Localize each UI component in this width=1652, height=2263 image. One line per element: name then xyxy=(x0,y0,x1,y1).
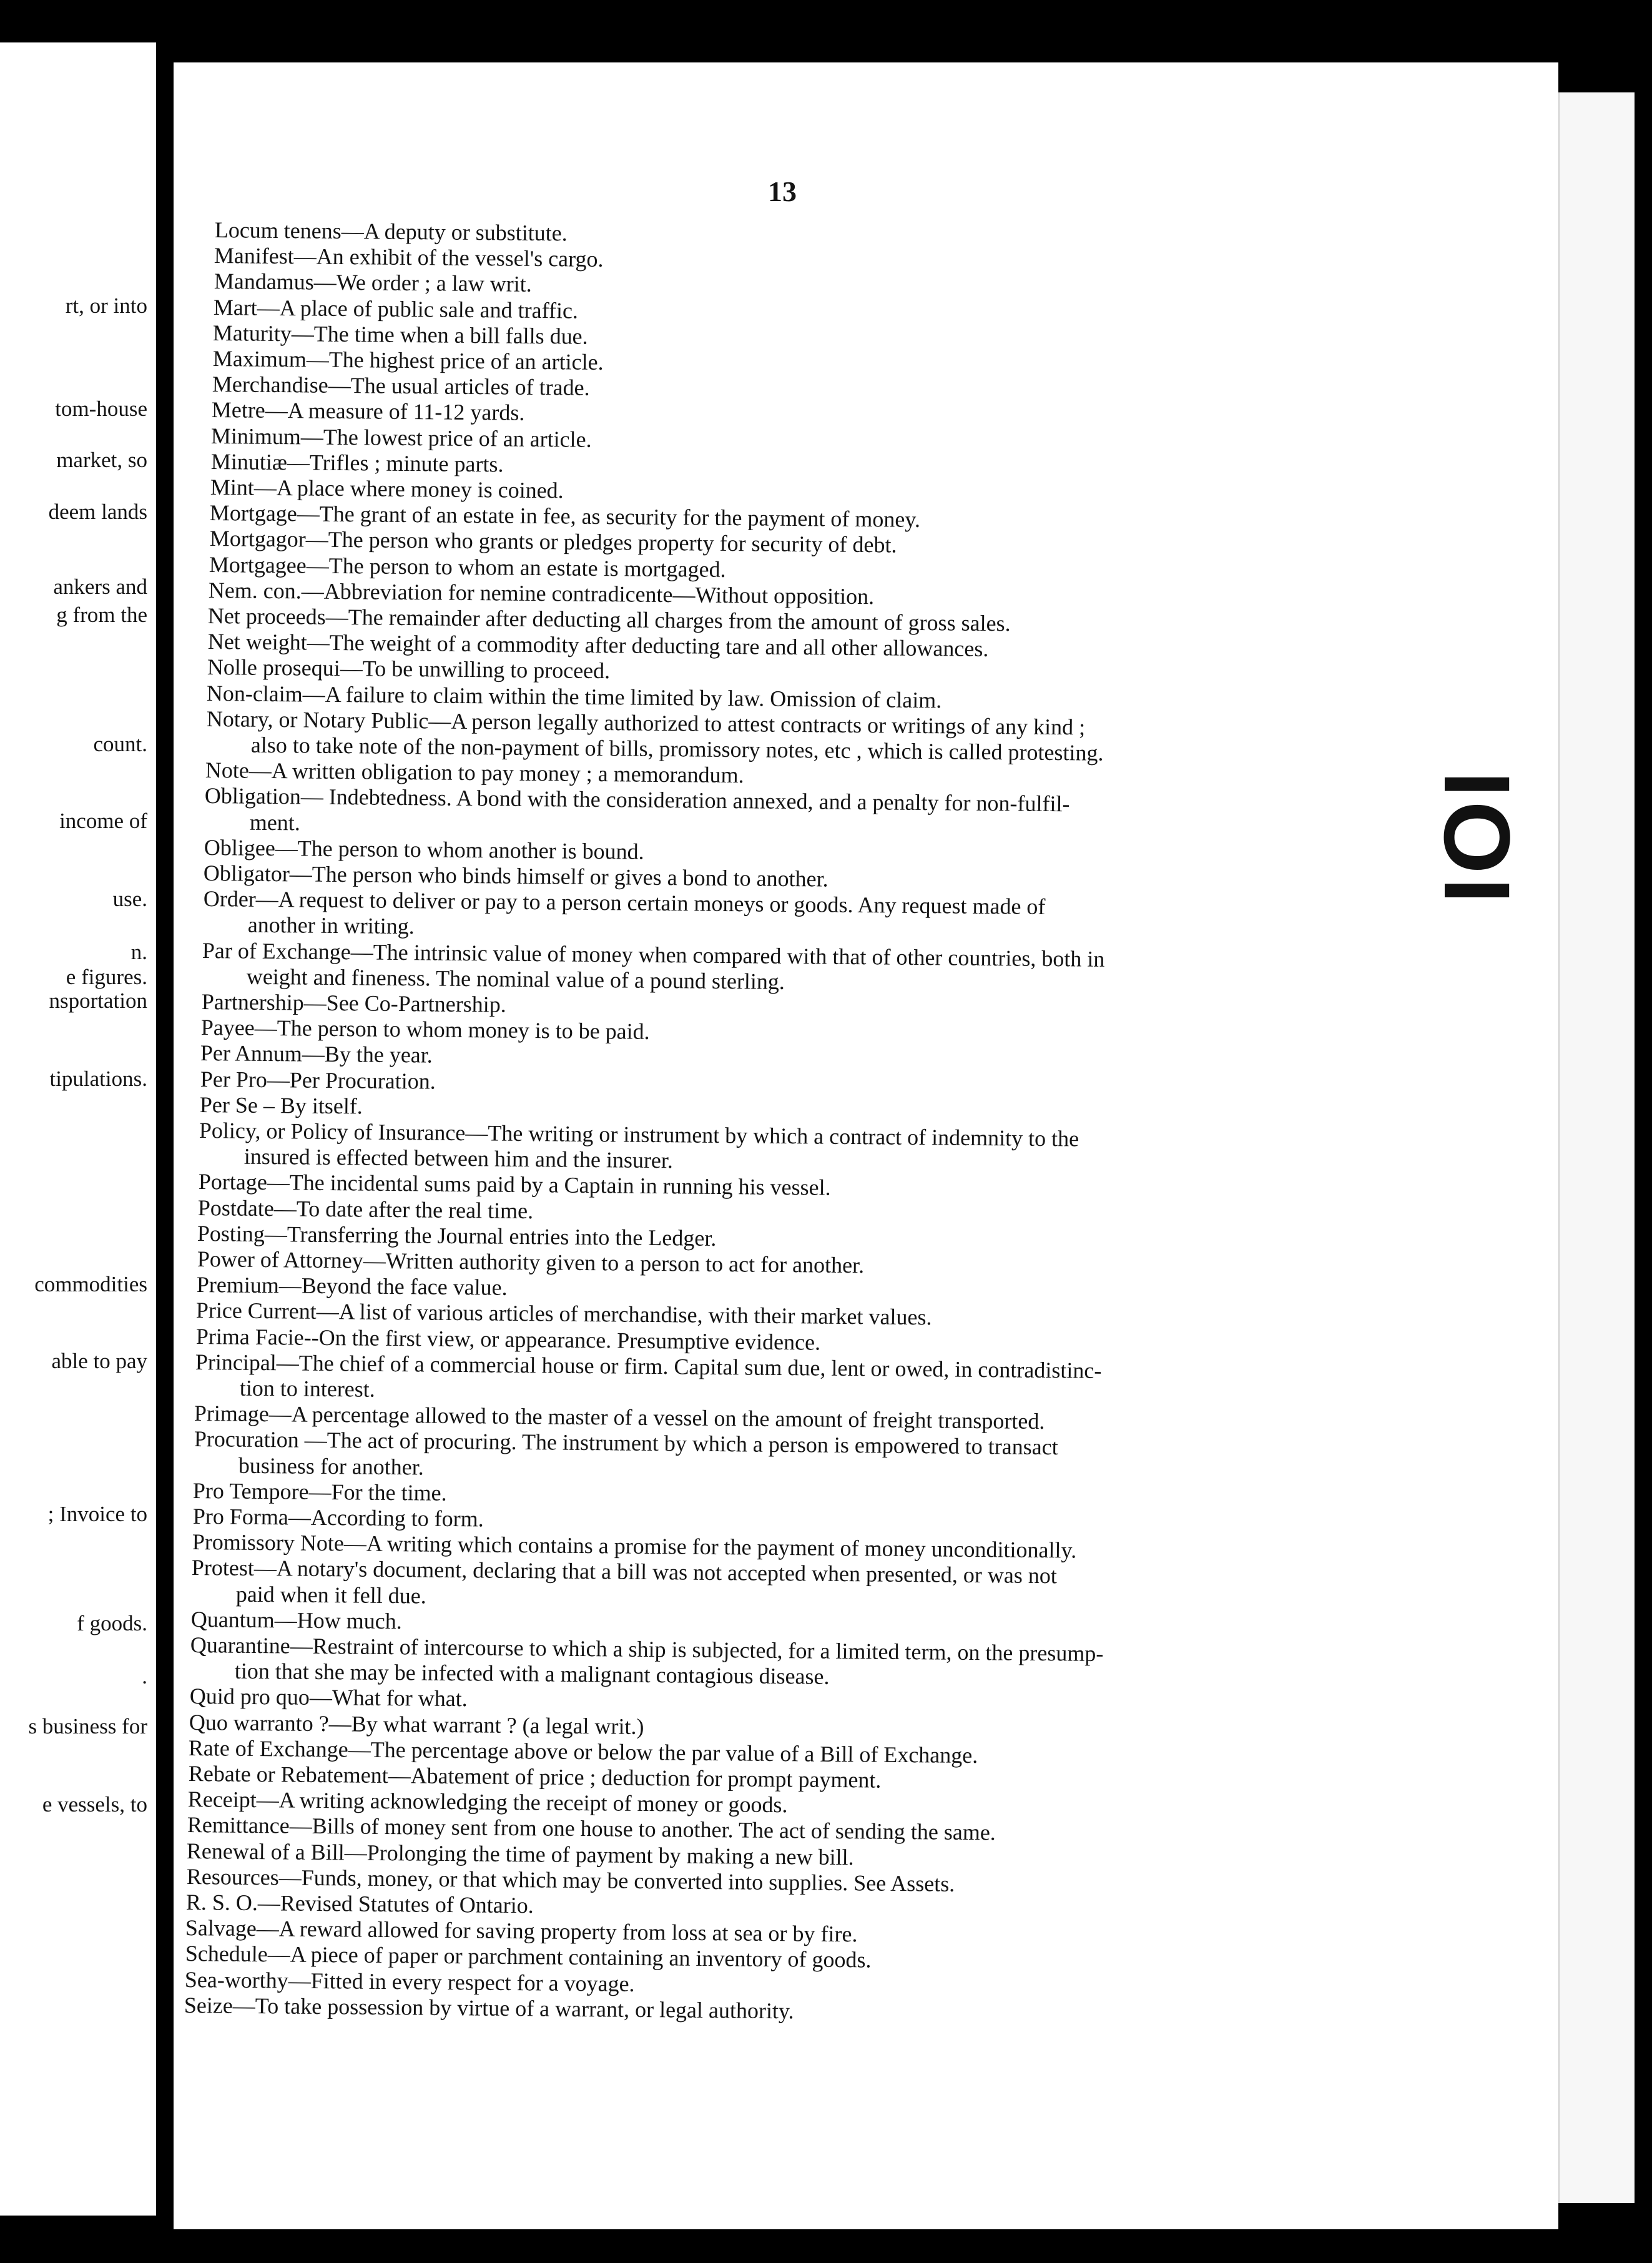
left-page-line: e figures. xyxy=(66,965,147,989)
left-page-line: . xyxy=(142,1664,147,1689)
glossary-entry: Par of Exchange—The intrinsic value of money when compared with that of other countries, both in xyxy=(202,937,1105,972)
glossary-entry: Rebate or Rebatement—Abatement of price ; deduction for prompt payment. xyxy=(188,1761,882,1793)
glossary-entry: Net proceeds—The remainder after deducting all charges from the amount of gross sales. xyxy=(208,603,1011,636)
glossary-entry: Maturity—The time when a bill falls due. xyxy=(212,320,589,349)
glossary-entry-continuation: also to take note of the non-payment of bills, promissory notes, etc , which is called protesting. xyxy=(250,732,1104,766)
glossary-entry: Policy, or Policy of Insurance—The writing or instrument by which a contract of indemnity to the xyxy=(199,1118,1079,1151)
glossary-entry: Per Se – By itself. xyxy=(199,1092,363,1119)
left-page-line: able to pay xyxy=(51,1349,147,1373)
glossary-entry-continuation: tion to interest. xyxy=(239,1375,376,1402)
glossary-entry: Obligator—The person who binds himself or gives a bond to another. xyxy=(203,860,829,892)
glossary-entry: Mint—A place where money is coined. xyxy=(210,475,564,503)
glossary-entry: Order—A request to deliver or pay to a person certain moneys or goods. Any request made of xyxy=(203,886,1046,920)
glossary-entry: Note—A written obligation to pay money ; a memorandum. xyxy=(205,757,744,788)
glossary-entry: Premium—Beyond the face value. xyxy=(196,1272,508,1300)
glossary-entry: Receipt—A writing acknowledging the receipt of money or goods. xyxy=(187,1787,788,1818)
glossary-entry: Resources—Funds, money, or that which may be converted into supplies. See Assets. xyxy=(186,1863,955,1896)
glossary-entry: Seize—To take possession by virtue of a warrant, or legal authority. xyxy=(184,1992,794,2024)
glossary-entry-continuation: tion that she may be infected with a malignant contagious disease. xyxy=(234,1658,830,1690)
glossary-entry-continuation: weight and fineness. The nominal value of a pound sterling. xyxy=(247,964,785,994)
glossary-entry: Mandamus—We order ; a law writ. xyxy=(214,269,532,297)
glossary-entry: Mortgage—The grant of an estate in fee, as security for the payment of money. xyxy=(209,500,921,533)
left-page-line: g from the xyxy=(56,603,147,627)
glossary-entry: Payee—The person to whom money is to be paid. xyxy=(200,1015,650,1045)
left-page-line: nsportation xyxy=(49,989,147,1013)
glossary-entry-continuation: paid when it fell due. xyxy=(236,1581,427,1609)
left-page-line: n. xyxy=(130,940,147,964)
glossary-entry: Sea-worthy—Fitted in every respect for a voyage. xyxy=(184,1966,635,1996)
glossary-entry: Rate of Exchange—The percentage above or below the par value of a Bill of Exchange. xyxy=(188,1735,978,1768)
glossary-entry: Per Pro—Per Procuration. xyxy=(200,1066,436,1094)
left-page-line: rt, or into xyxy=(65,293,147,318)
left-page-line: ; Invoice to xyxy=(47,1502,147,1526)
glossary-entry: Postdate—To date after the real time. xyxy=(197,1195,534,1223)
left-page-line: f goods. xyxy=(77,1611,147,1635)
glossary-entry: Minimum—The lowest price of an article. xyxy=(210,423,592,452)
glossary-entry-continuation: another in writing. xyxy=(247,912,415,939)
edge-mark: IOI xyxy=(1425,771,1530,908)
glossary-entry: Quid pro quo—What for what. xyxy=(189,1684,468,1712)
glossary-entry: Quantum—How much. xyxy=(190,1606,402,1634)
glossary-entry: Mortgagee—The person to whom an estate is mortgaged. xyxy=(209,551,726,582)
left-page-line: use. xyxy=(112,887,147,911)
page-number: 13 xyxy=(768,175,797,207)
left-page-line: e vessels, to xyxy=(42,1792,147,1817)
glossary-entry: Minutiæ—Trifles ; minute parts. xyxy=(210,448,504,477)
glossary-entry: Nem. con.—Abbreviation for nemine contradicente—Without opposition. xyxy=(208,577,875,609)
glossary-entry: Prima Facie--On the first view, or appearance. Presumptive evidence. xyxy=(195,1323,820,1355)
glossary-entry: Mortgagor—The person who grants or pledges property for security of debt. xyxy=(209,526,897,558)
glossary-entry: Net weight—The weight of a commodity after deducting tare and all other allowances. xyxy=(207,629,989,662)
glossary-entry: Maximum—The highest price of an article. xyxy=(212,346,604,375)
glossary-entry: Price Current—A list of various articles of merchandise, with their market values. xyxy=(195,1298,932,1330)
glossary-entry: Merchandise—The usual articles of trade. xyxy=(212,372,590,400)
glossary-entry: Manifest—An exhibit of the vessel's cargo. xyxy=(214,243,604,272)
glossary-entry: Notary, or Notary Public—A person legally authorized to attest contracts or writings of any kind ; xyxy=(206,706,1085,740)
glossary-entry: Promissory Note—A writing which contains a promise for the payment of money unconditionally. xyxy=(192,1529,1077,1563)
glossary-entry: Protest—A notary's document, declaring that a bill was not accepted when presented, or was not xyxy=(191,1555,1058,1589)
page-edge xyxy=(1558,92,1635,2203)
glossary-entry: Obligation— Indebtedness. A bond with the consideration annexed, and a penalty for non-fulfil- xyxy=(205,783,1071,817)
left-page-line: tom-house xyxy=(55,397,147,421)
glossary-entry: Posting—Transferring the Journal entries into the Ledger. xyxy=(197,1220,717,1251)
left-page-line: income of xyxy=(59,809,147,833)
left-page-line: deem lands xyxy=(48,500,147,524)
glossary-entry: Schedule—A piece of paper or parchment containing an inventory of goods. xyxy=(185,1941,872,1973)
glossary-entry: Quarantine—Restraint of intercourse to which a ship is subjected, for a limited term, on the presump- xyxy=(190,1632,1104,1667)
left-page-line: market, so xyxy=(56,448,147,472)
glossary-entry: Non-claim—A failure to claim within the time limited by law. Omission of claim. xyxy=(206,680,942,712)
glossary-entry: Renewal of a Bill—Prolonging the time of payment by making a new bill. xyxy=(186,1838,855,1870)
glossary-entry: Portage—The incidental sums paid by a Captain in running his vessel. xyxy=(198,1169,831,1201)
glossary-entry: Remittance—Bills of money sent from one house to another. The act of sending the same. xyxy=(187,1812,996,1845)
left-page-line: tipulations. xyxy=(49,1067,147,1091)
glossary-entry-continuation: business for another. xyxy=(238,1452,424,1480)
glossary-entry: Procuration —The act of procuring. The instrument by which a person is empowered to transact xyxy=(194,1426,1058,1460)
glossary-entry: Mart—A place of public sale and traffic. xyxy=(213,294,579,323)
glossary-entry: Salvage—A reward allowed for saving property from loss at sea or by fire. xyxy=(185,1915,858,1947)
left-page-line: count. xyxy=(93,732,147,756)
glossary-entry: Primage—A percentage allowed to the master of a vessel on the amount of freight transported. xyxy=(194,1401,1045,1434)
glossary-entry: Nolle prosequi—To be unwilling to proceed. xyxy=(207,654,611,684)
glossary-entry: Pro Tempore—For the time. xyxy=(192,1477,448,1506)
glossary-entry: Per Annum—By the year. xyxy=(200,1040,433,1068)
left-page-line: ankers and xyxy=(53,574,147,599)
glossary-entry-continuation: insured is effected between him and the insurer. xyxy=(243,1143,673,1173)
glossary-entry: Partnership—See Co-Partnership. xyxy=(201,989,506,1017)
glossary-entry: R. S. O.—Revised Statutes of Ontario. xyxy=(185,1890,534,1918)
glossary-entry: Locum tenens—A deputy or substitute. xyxy=(214,217,568,246)
glossary-entry: Pro Forma—According to form. xyxy=(192,1504,484,1532)
left-page-line: commodities xyxy=(34,1272,147,1296)
glossary-entry: Metre—A measure of 11-12 yards. xyxy=(211,397,525,426)
glossary-entry: Quo warranto ?—By what warrant ? (a legal writ.) xyxy=(189,1709,644,1739)
left-page-line: s business for xyxy=(28,1714,147,1738)
left-page-fragment xyxy=(0,42,156,2216)
glossary-entry-continuation: ment. xyxy=(249,809,300,836)
glossary-entry: Obligee—The person to whom another is bound. xyxy=(204,834,644,864)
glossary-entry: Principal—The chief of a commercial house or firm. Capital sum due, lent or owed, in contradistinc- xyxy=(195,1349,1102,1383)
glossary-entry: Power of Attorney—Written authority given to a person to act for another. xyxy=(197,1246,864,1278)
